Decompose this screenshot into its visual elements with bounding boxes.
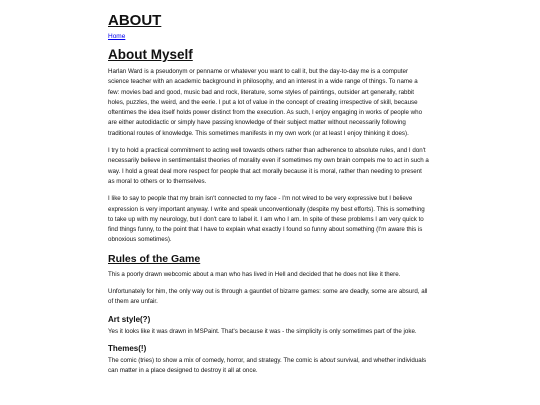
themes-text-end: survival, and whether individuals can matter in a place designed to destroy it all at once. xyxy=(108,356,427,375)
about-paragraph-3: I like to say to people that my brain isn't connected to my face - I'm not wired to be very expressive but I believe expression is very important anyway. I write and speak unconventionally (despite my best efforts). This is something to take up with my neurology, but I don't care to label it. I am who I am. In spite of these problems I am very quick to find things funny, to the point that I have to explain what exactly I found so funny about something (I'm aware this is obnoxious sometimes). xyxy=(108,195,425,244)
home-link[interactable]: Home xyxy=(108,33,126,40)
themes-paragraph xyxy=(108,356,430,377)
themes-text-start: The comic (tries) to show a mix of comedy, horror, and strategy. The comic is xyxy=(108,356,320,364)
themes-heading: Themes(!) xyxy=(108,343,147,353)
rules-paragraph-2: Unfortunately for him, the only way out is through a gauntlet of bizarre games: some are deadly, some are absurd, all of them are unfair. xyxy=(108,288,428,306)
about-heading: About Myself xyxy=(108,47,193,62)
page-content xyxy=(108,12,430,384)
nav-bar xyxy=(108,33,430,41)
about-paragraph-1: Harlan Ward is a pseudonym or penname or whatever you want to call it, but the day-to-day me is a computer science teacher with an academic background in philosophy, and an interest in a wide range of things. To name a few: movies bad and good, music bad and rock, literature, some styles of paintings, outsider art generally, rabbit holes, puzzles, the weird, and the eerie. I put a lot of value in the concept of creating irrespective of skill, because oftentimes the idea itself holds power distinct from the execution. As such, I enjoy engaging in works of people who are either autodidactic or simply have passing knowledge of their subject matter without necessarily following traditional routes of knowledge. This sometimes manifests in my own work (or at least I enjoy thinking it does). xyxy=(108,68,423,137)
rules-paragraph-1: This a poorly drawn webcomic about a man who has lived in Hell and decided that he does not like it there. xyxy=(108,270,401,278)
site-title: ABOUT xyxy=(108,12,162,29)
themes-text-emphasis: about xyxy=(319,356,336,364)
about-paragraph-2: I try to hold a practical commitment to acting well towards others rather than adherence to absolute rules, and I don't necessarily believe in sentimentalist theories of morality even if sometimes my own brain compels me to act in such a way. I hold a great deal more respect for people that act morally because it is moral, rather than needing to present as moral to others or to themselves. xyxy=(108,147,429,185)
art-style-paragraph: Yes it looks like it was drawn in MSPaint. That's because it was - the simplicity is only sometimes part of the joke. xyxy=(108,327,417,335)
rules-heading: Rules of the Game xyxy=(108,252,201,265)
art-style-heading: Art style(?) xyxy=(108,314,151,324)
